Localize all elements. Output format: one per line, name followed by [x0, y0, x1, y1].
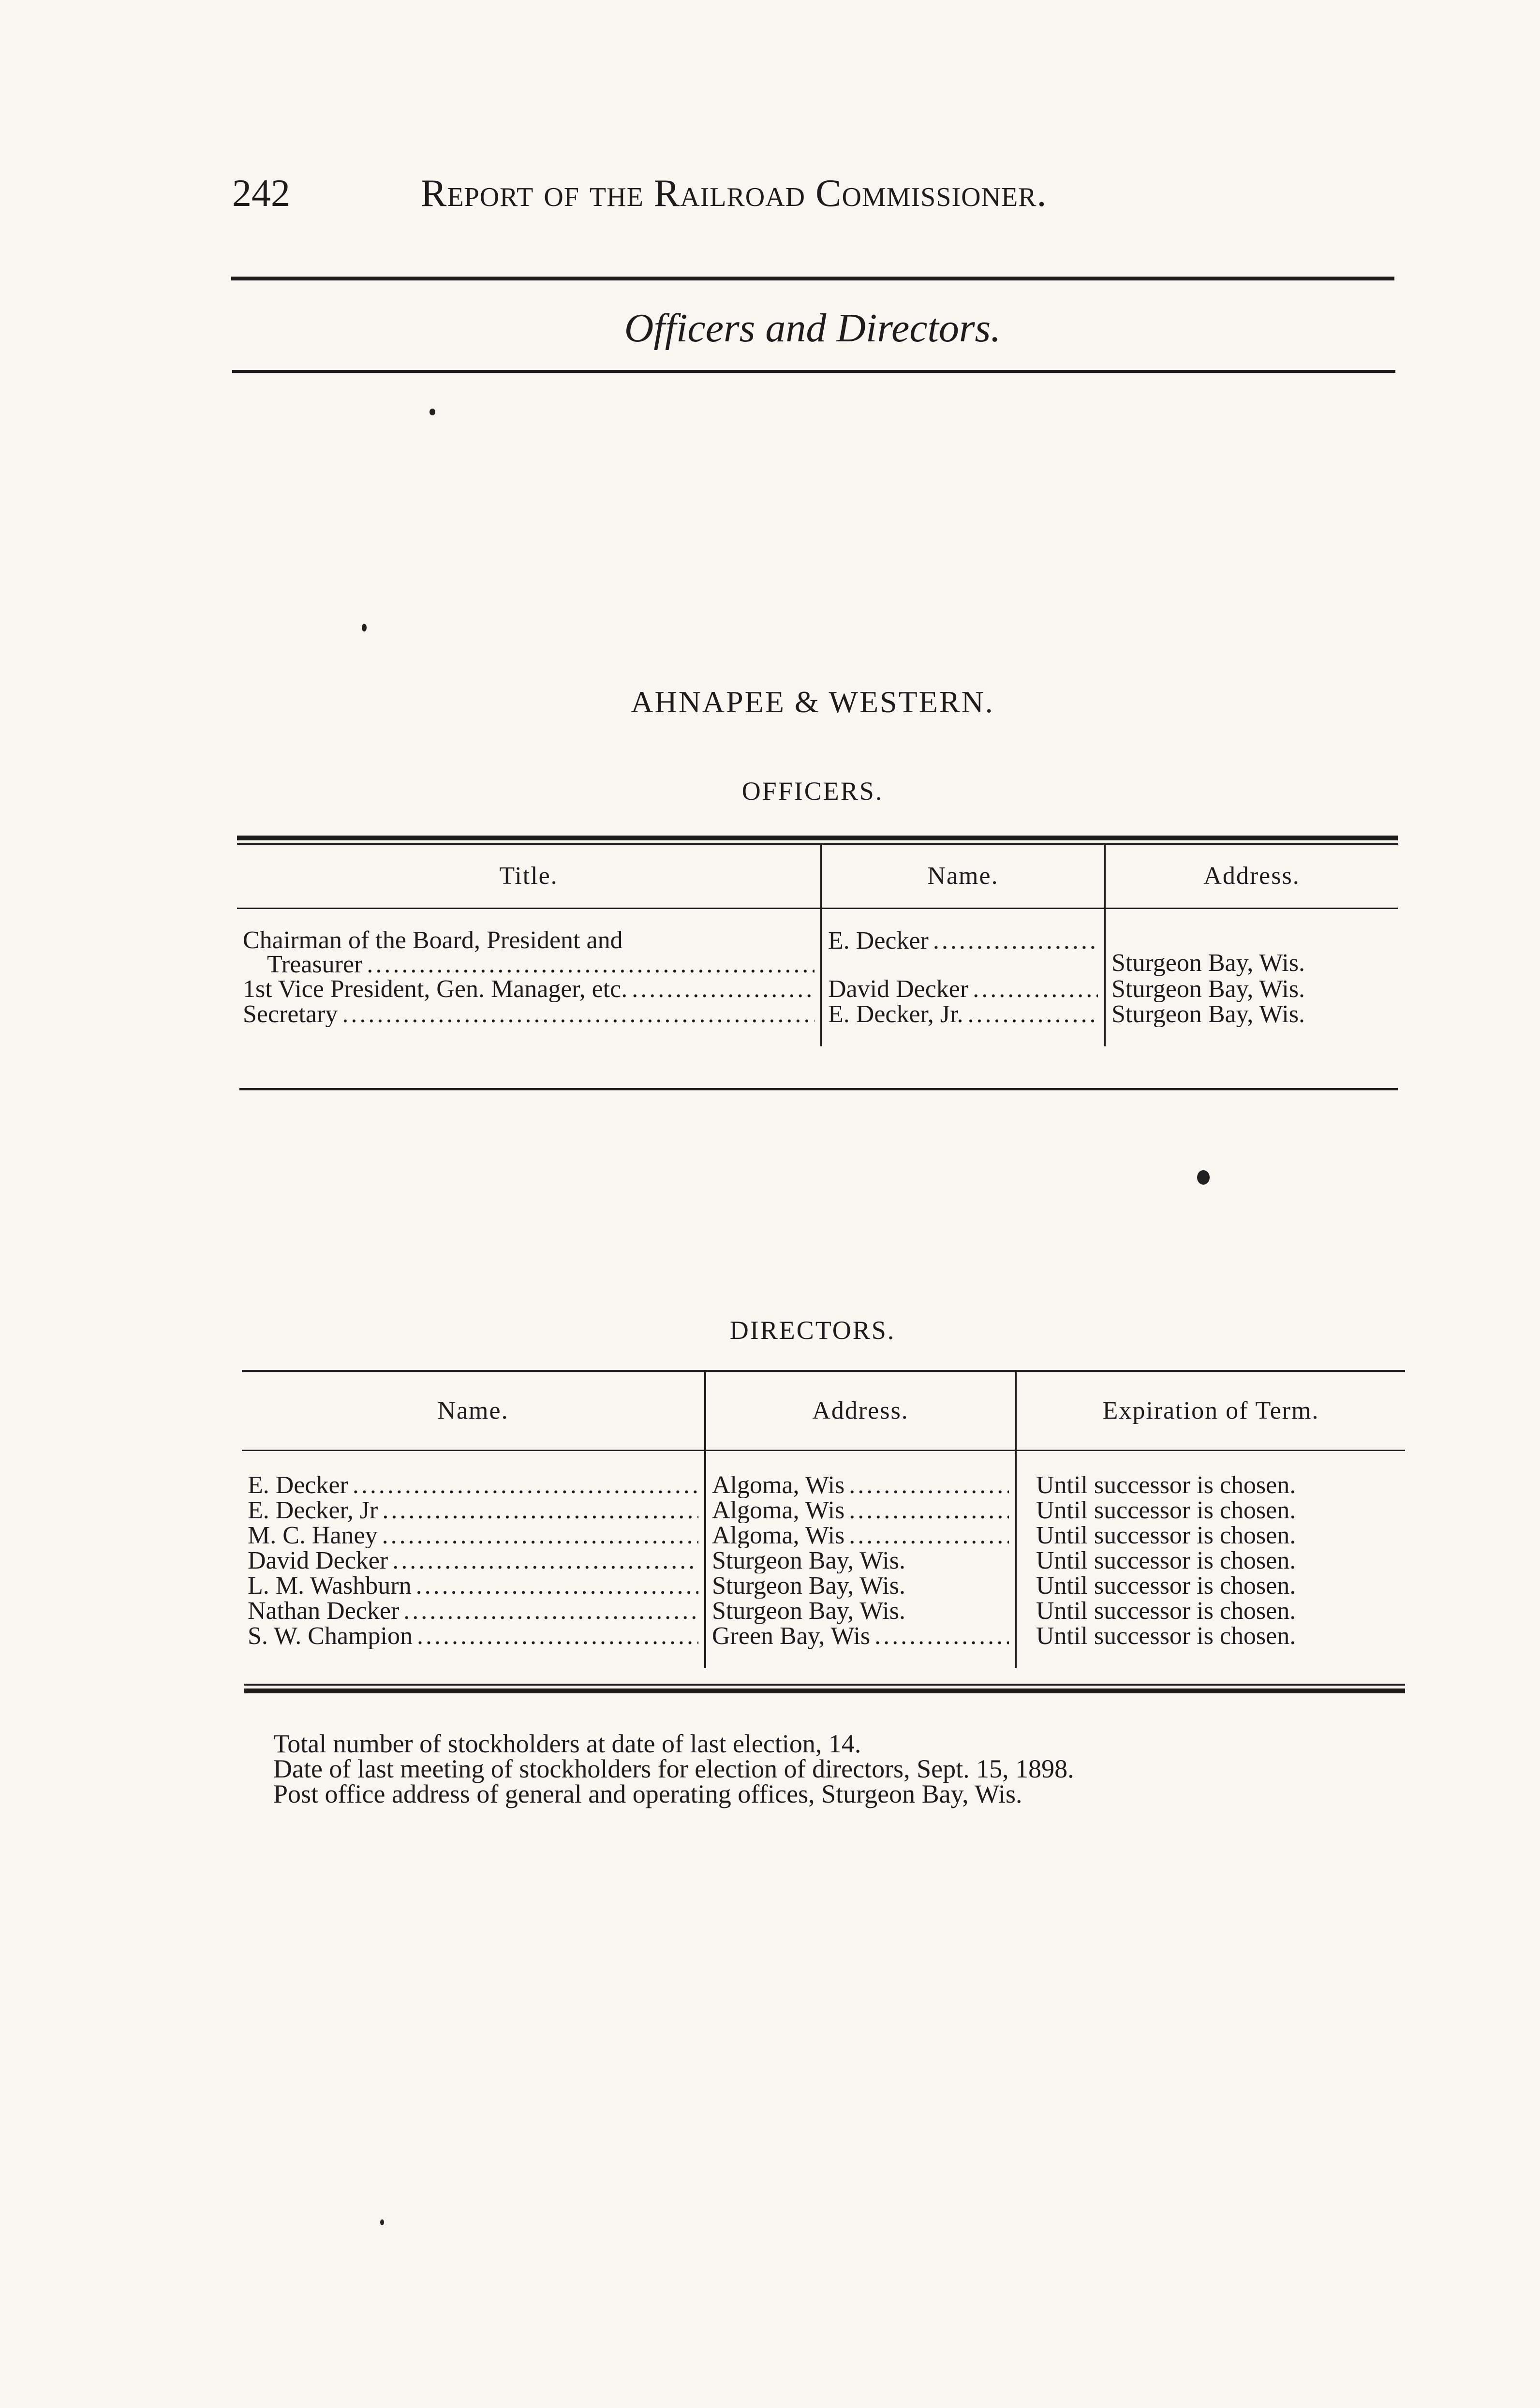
- officers-top-rule: [237, 836, 1398, 840]
- directors-table: [242, 1372, 1405, 1668]
- director-name: Nathan Decker: [248, 1599, 400, 1624]
- director-term: Until successor is chosen.: [1036, 1523, 1296, 1548]
- company-name: AHNAPEE & WESTERN.: [631, 685, 994, 719]
- table-row: [237, 928, 1398, 977]
- page-number: 242: [232, 172, 290, 215]
- table-row: [242, 1573, 1405, 1599]
- directors-col-term: Expiration of Term.: [1016, 1372, 1405, 1451]
- table-row: [237, 1002, 1398, 1027]
- officers-col-address: Address.: [1105, 845, 1398, 909]
- table-row: [242, 1548, 1405, 1573]
- table-row: [242, 1599, 1405, 1624]
- director-address: Algoma, Wis: [712, 1473, 845, 1498]
- table-row: [242, 1523, 1405, 1548]
- director-term: Until successor is chosen.: [1036, 1548, 1296, 1573]
- section-title: Officers and Directors.: [624, 306, 1001, 351]
- director-name: E. Decker, Jr: [248, 1498, 378, 1523]
- director-name: M. C. Haney: [248, 1523, 378, 1548]
- director-address: Sturgeon Bay, Wis.: [712, 1573, 905, 1599]
- director-address: Sturgeon Bay, Wis.: [712, 1548, 905, 1573]
- running-title: Report of the Railroad Commissioner.: [421, 172, 1047, 215]
- directors-header-row: [242, 1372, 1405, 1451]
- table-row: [242, 1473, 1405, 1498]
- officer-title-cont: Treasurer: [267, 953, 363, 977]
- note-meeting-date: Date of last meeting of stockholders for election of directors, Sept. 15, 1898.: [273, 1754, 1074, 1783]
- footer-notes: [273, 1731, 1434, 1806]
- director-address: Algoma, Wis: [712, 1498, 845, 1523]
- officers-header-row: [237, 845, 1398, 909]
- director-term: Until successor is chosen.: [1036, 1473, 1296, 1498]
- note-stockholders: Total number of stockholders at date of last election, 14.: [273, 1729, 861, 1758]
- director-name: E. Decker: [248, 1473, 348, 1498]
- directors-col-address: Address.: [705, 1372, 1016, 1451]
- officers-table: [237, 845, 1398, 1046]
- scan-speck: [429, 409, 435, 415]
- director-address: Green Bay, Wis: [712, 1624, 871, 1649]
- section-top-rule: [231, 277, 1394, 280]
- table-row: [242, 1624, 1405, 1649]
- table-row: [237, 977, 1398, 1002]
- note-office-address: Post office address of general and operating offices, Sturgeon Bay, Wis.: [273, 1779, 1022, 1808]
- scan-speck: [362, 624, 367, 631]
- scan-speck: [1197, 1170, 1210, 1185]
- officer-title: Secretary: [243, 1002, 338, 1027]
- directors-bottom-rule-thick: [244, 1689, 1405, 1693]
- officers-col-title: Title.: [499, 862, 558, 890]
- officers-heading: OFFICERS.: [741, 777, 884, 806]
- director-address: Sturgeon Bay, Wis.: [712, 1599, 905, 1624]
- officer-address: Sturgeon Bay, Wis.: [1111, 1002, 1305, 1027]
- director-term: Until successor is chosen.: [1036, 1599, 1296, 1624]
- officer-name: David Decker: [828, 977, 969, 1002]
- officer-title: 1st Vice President, Gen. Manager, etc.: [243, 977, 628, 1002]
- directors-heading: DIRECTORS.: [729, 1316, 896, 1345]
- officer-name: E. Decker, Jr.: [828, 1002, 963, 1027]
- director-name: L. M. Washburn: [248, 1573, 412, 1599]
- section-bottom-rule: [232, 370, 1395, 373]
- directors-col-name: Name.: [437, 1397, 509, 1424]
- table-row: [242, 1498, 1405, 1523]
- directors-bottom-rule: [244, 1684, 1405, 1686]
- scan-speck: [380, 2219, 384, 2225]
- officer-address: Sturgeon Bay, Wis.: [1111, 977, 1305, 1002]
- officers-bottom-rule: [239, 1088, 1398, 1090]
- director-term: Until successor is chosen.: [1036, 1624, 1296, 1649]
- director-term: Until successor is chosen.: [1036, 1573, 1296, 1599]
- officer-title: Chairman of the Board, President and: [243, 928, 623, 954]
- officers-col-name: Name.: [821, 845, 1105, 909]
- director-term: Until successor is chosen.: [1036, 1498, 1296, 1523]
- director-address: Algoma, Wis: [712, 1523, 845, 1548]
- officer-address: Sturgeon Bay, Wis.: [1111, 949, 1305, 977]
- director-name: S. W. Champion: [248, 1624, 413, 1649]
- director-name: David Decker: [248, 1548, 388, 1573]
- officer-name: E. Decker: [828, 928, 929, 954]
